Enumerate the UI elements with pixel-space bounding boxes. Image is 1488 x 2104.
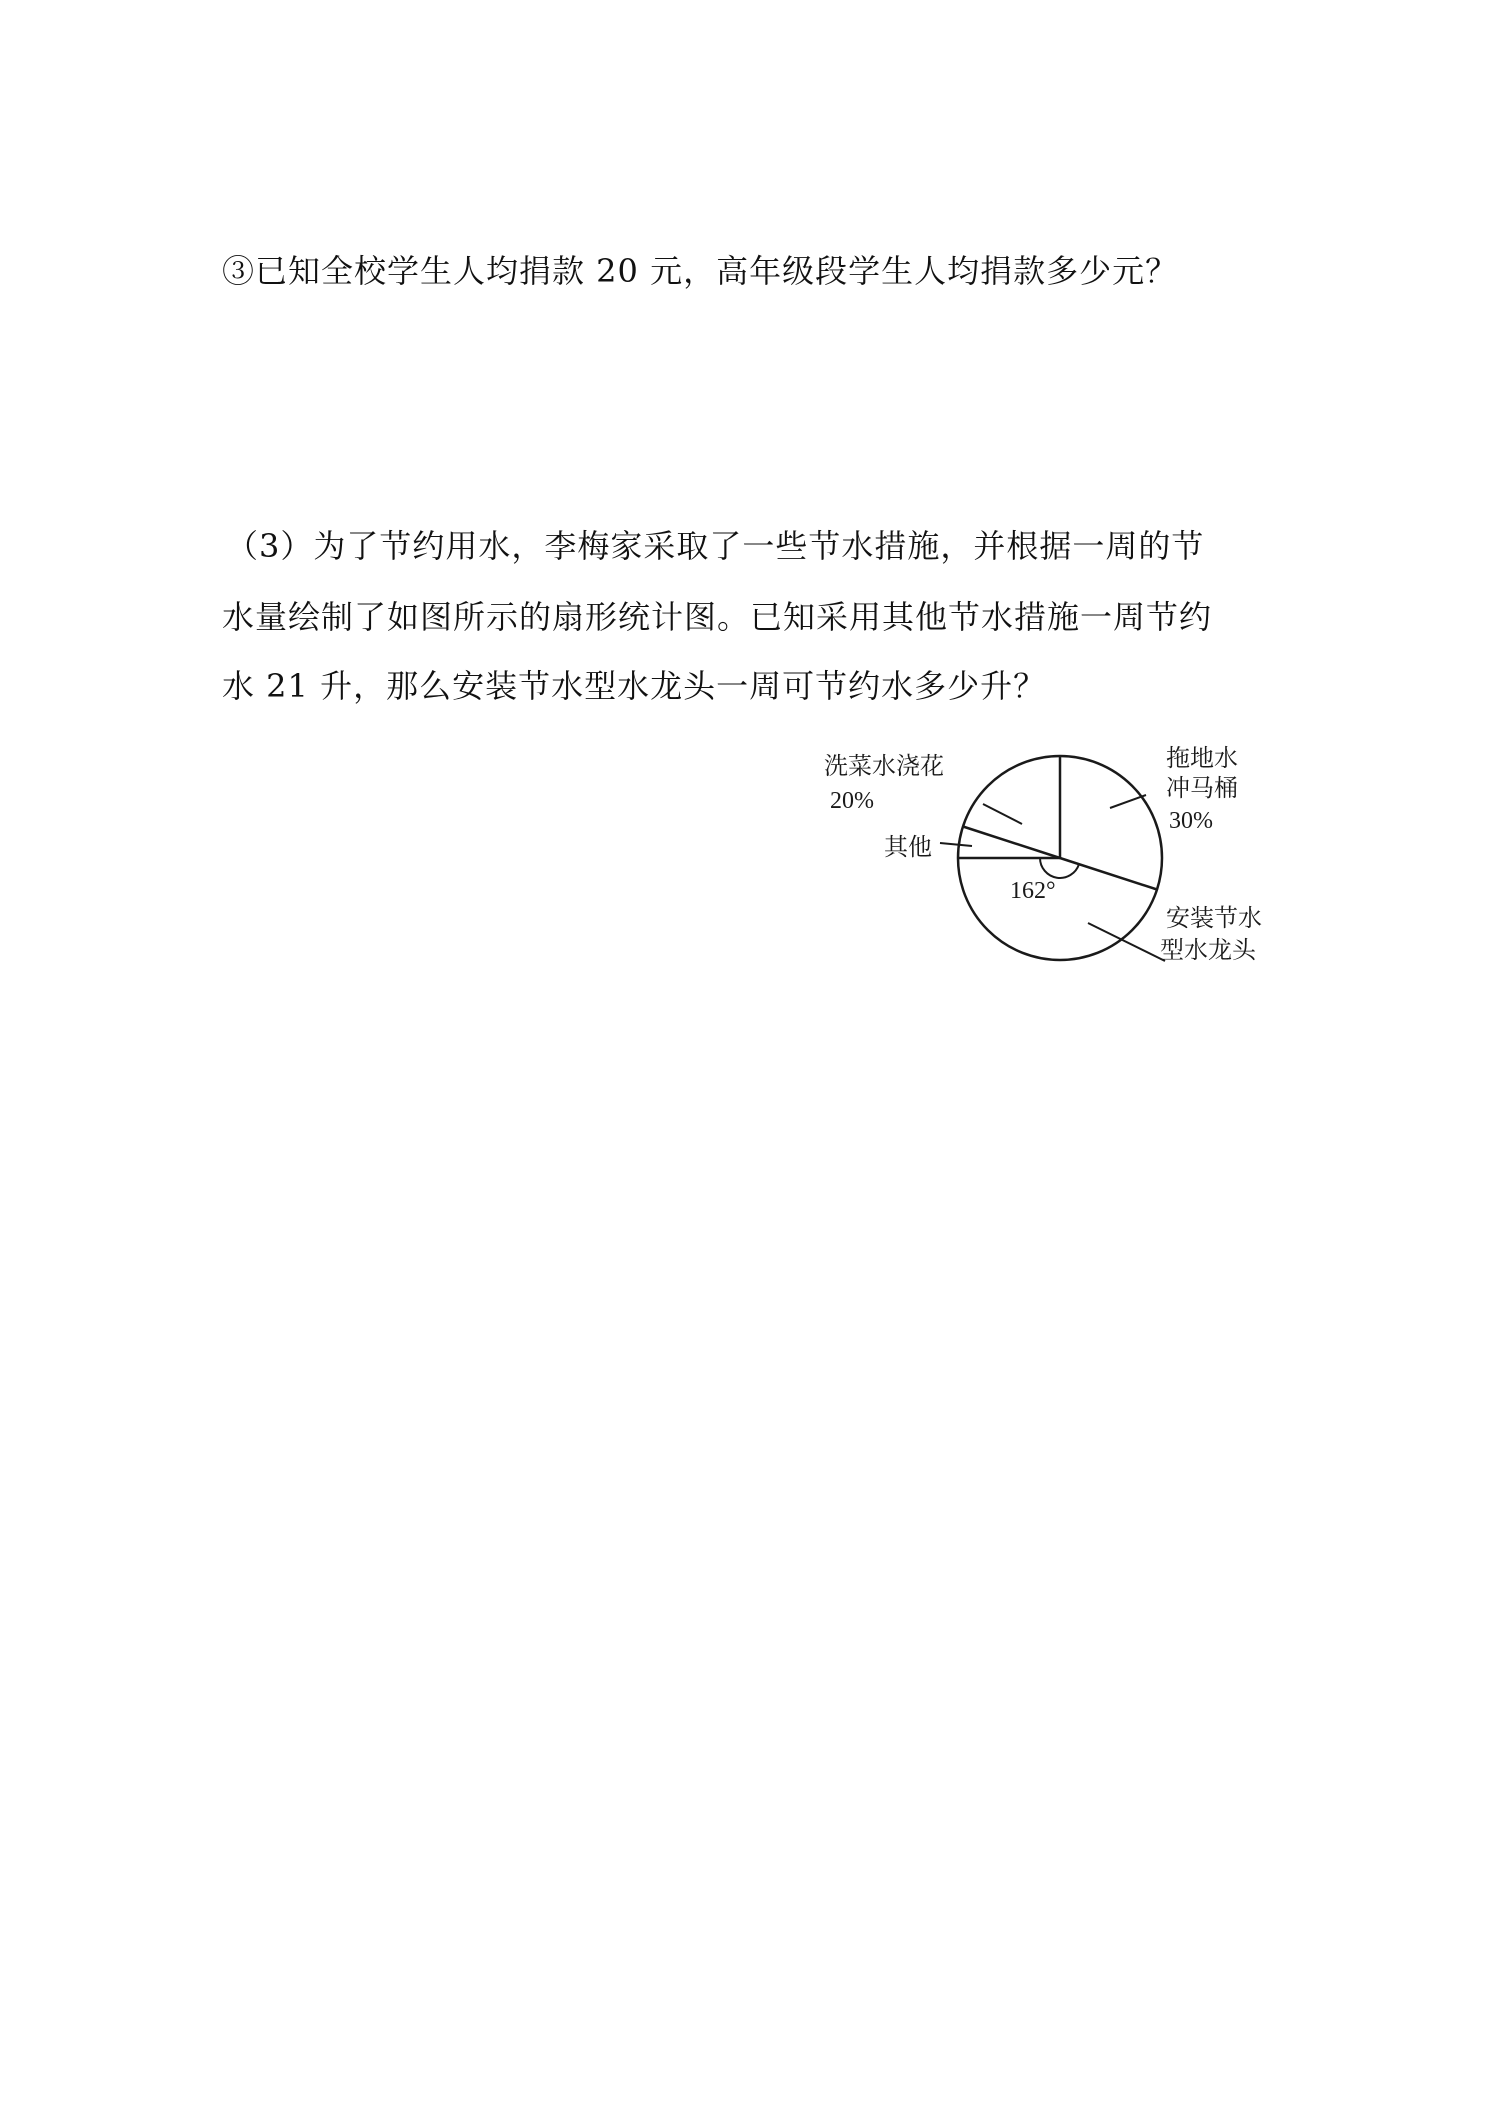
slice-boundaries [958,756,1157,890]
slice-label-other: 其他 [884,833,932,861]
slice-boundary [963,827,1060,859]
leader-line-cleaning [983,804,1022,824]
slice-boundary [1060,858,1157,890]
problem-3-line-3: 水 21 升，那么安装节水型水龙头一周可节约水多少升？ [222,667,1047,705]
pie-chart-svg [820,740,1280,1000]
slice-label-faucet-1: 安装节水 [1166,904,1262,932]
question-3-subpart: ③已知全校学生人均捐款 20 元，高年级段学生人均捐款多少元？ [222,252,1179,290]
slice-value-cleaning: 20% [830,788,874,814]
leader-line-mopping [1110,795,1146,808]
leader-line-faucet [1088,923,1165,961]
slice-label-mopping-1: 拖地水 [1166,744,1238,772]
problem-3-line-2: 水量绘制了如图所示的扇形统计图。已知采用其他节水措施一周节约 [222,598,1213,636]
leader-line-other [940,843,972,846]
slice-label-mopping-2: 冲马桶 [1166,774,1238,802]
slice-label-cleaning: 洗菜水浇花 [824,752,944,780]
pie-chart [820,740,1280,1000]
problem-3-line-1: （3）为了节约用水，李梅家采取了一些节水措施，并根据一周的节 [226,527,1205,565]
slice-value-mopping: 30% [1169,808,1213,834]
slice-label-faucet-2: 型水龙头 [1160,936,1256,964]
angle-label: 162° [1010,878,1056,904]
